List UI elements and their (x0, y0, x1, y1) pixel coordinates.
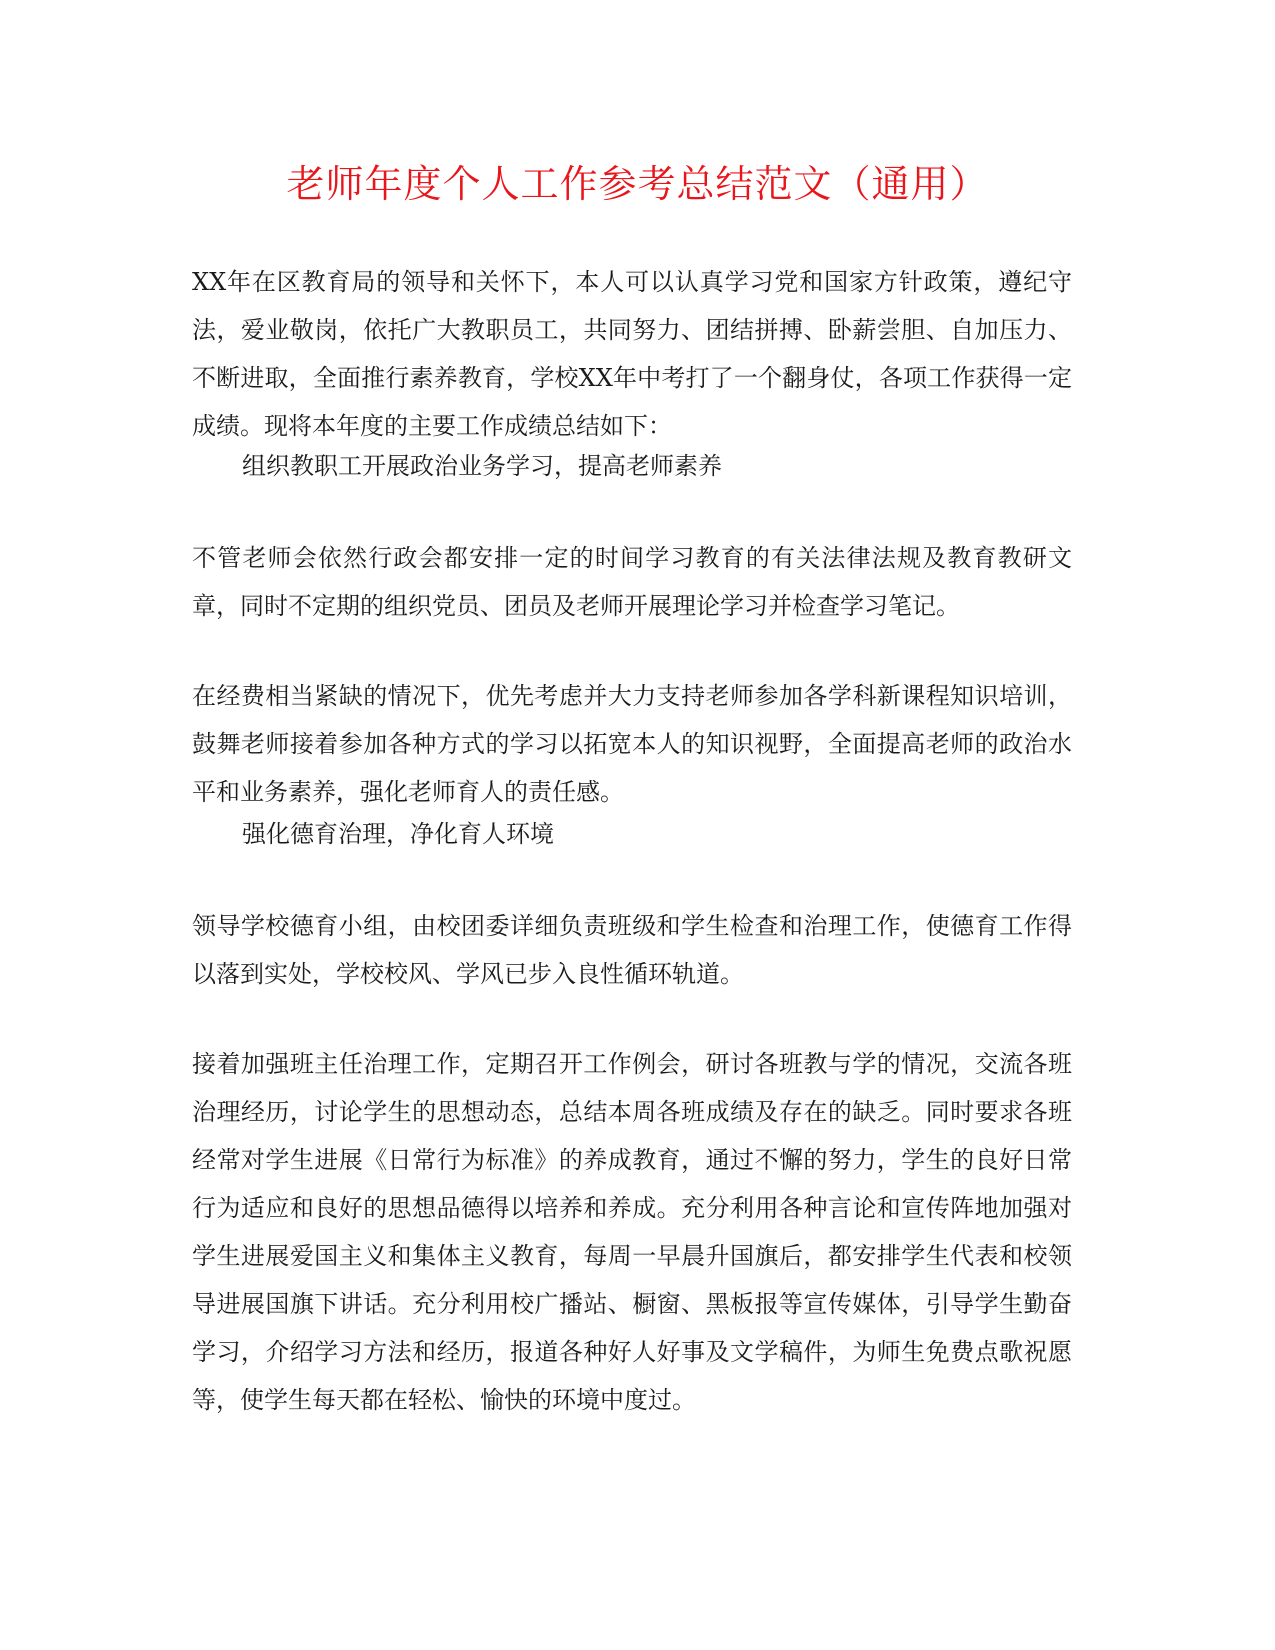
section-heading-political-study: 组织教职工开展政治业务学习，提高老师素养 (242, 452, 722, 480)
paragraph-class-management: 接着加强班主任治理工作，定期召开工作例会，研讨各班教与学的情况，交流各班治理经历，讨论学生的思想动态，总结本周各班成绩及存在的缺乏。同时要求各班经常对学生进展《日常行为标准》的养成教育，通过不懈的努力，学生的良好日常行为适应和良好的思想品德得以培养和养成。充分利用各种言论和宣传阵地加强对学生进展爱国主义和集体主义教育，每周一早晨升国旗后，都安排学生代表和校领导进展国旗下讲话。充分利用校广播站、橱窗、黑板报等宣传媒体，引导学生勤奋学习，介绍学习方法和经历，报道各种好人好事及文学稿件，为师生免费点歌祝愿等，使学生每天都在轻松、愉快的环境中度过。 (192, 1050, 1072, 1414)
paragraph-teacher-training: 在经费相当紧缺的情况下，优先考虑并大力支持老师参加各学科新课程知识培训，鼓舞老师接着参加各种方式的学习以拓宽本人的知识视野，全面提高老师的政治水平和业务素养，强化老师育人的责任感。 (192, 682, 1072, 806)
paragraph-study-arrangement: 不管老师会依然行政会都安排一定的时间学习教育的有关法律法规及教育教研文章，同时不定期的组织党员、团员及老师开展理论学习并检查学习笔记。 (192, 544, 1072, 620)
intro-paragraph: XX年在区教育局的领导和关怀下，本人可以认真学习党和国家方针政策，遵纪守法，爱业敬岗，依托广大教职员工，共同努力、团结拼搏、卧薪尝胆、自加压力、不断进取，全面推行素养教育，学校XX年中考打了一个翻身仗，各项工作获得一定成绩。现将本年度的主要工作成绩总结如下： (192, 268, 1072, 440)
document-title: 老师年度个人工作参考总结范文（通用） (286, 162, 989, 206)
paragraph-moral-group: 领导学校德育小组，由校团委详细负责班级和学生检查和治理工作，使德育工作得以落到实处，学校校风、学风已步入良性循环轨道。 (192, 912, 1072, 988)
section-heading-moral-education: 强化德育治理，净化育人环境 (242, 820, 554, 848)
